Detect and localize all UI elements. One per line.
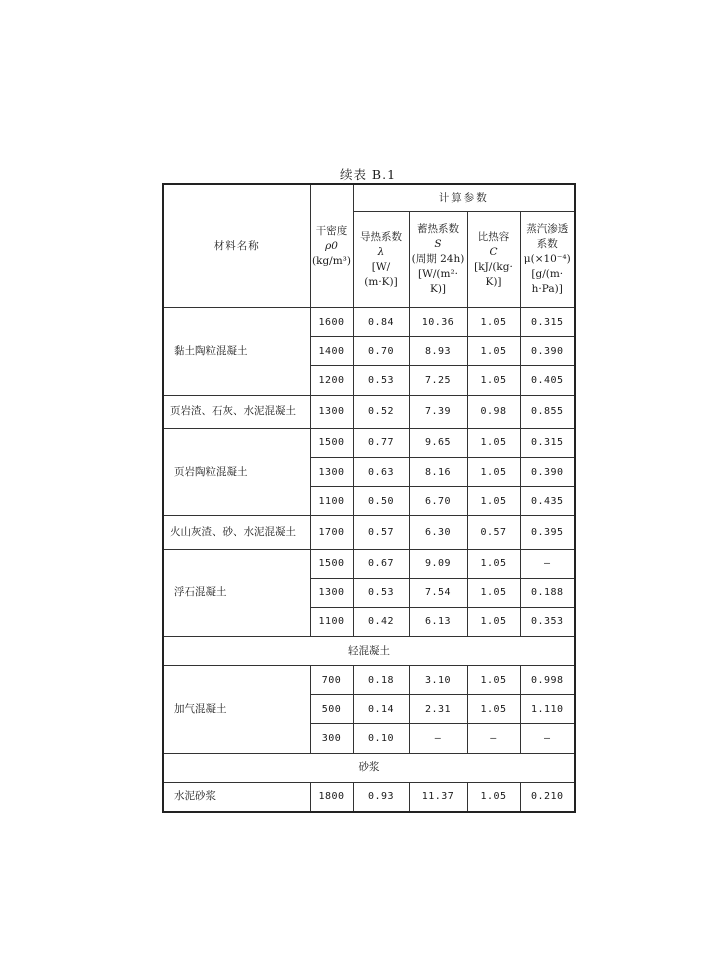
density-cell: 1800 [310,782,353,812]
density-cell: 1300 [310,578,353,607]
material-name-cell: 加气混凝土 [163,666,310,754]
specific-heat-cell: 1.05 [467,487,520,516]
specific-heat-cell: — [467,724,520,753]
header-density [310,184,353,308]
specific-heat-cell: 1.05 [467,428,520,457]
specific-heat-cell: 1.05 [467,366,520,395]
header-conductivity-line: 导热系数 [360,230,402,243]
heat-storage-cell: 7.25 [409,366,467,395]
vapor-permeability-cell: — [520,724,575,753]
density-cell: 1100 [310,607,353,636]
vapor-permeability-cell: 0.188 [520,578,575,607]
table-row [163,395,575,428]
material-name-cell: 黏土陶粒混凝土 [163,308,310,396]
header-vapor-line: h·Pa)] [531,283,563,295]
density-cell: 1300 [310,395,353,428]
material-name-cell: 浮石混凝土 [163,549,310,637]
table-caption: 续表 B.1 [339,167,397,182]
vapor-permeability-cell: 0.315 [520,308,575,337]
header-material-name: 材料名称 [163,184,310,308]
vapor-permeability-cell: 0.998 [520,666,575,695]
header-vapor-line: [g/(m· [531,268,564,280]
vapor-permeability-cell: 0.390 [520,337,575,366]
density-cell: 700 [310,666,353,695]
specific-heat-cell: 0.98 [467,395,520,428]
conductivity-cell: 0.57 [353,516,409,549]
conductivity-cell: 0.50 [353,487,409,516]
heat-storage-cell: 6.70 [409,487,467,516]
material-name-cell: 火山灰渣、砂、水泥混凝土 [163,516,310,549]
material-name-cell: 页岩陶粒混凝土 [163,428,310,516]
density-cell: 1500 [310,428,353,457]
conductivity-cell: 0.67 [353,549,409,578]
header-conductivity-line: [W/ [371,260,391,273]
conductivity-cell: 0.53 [353,366,409,395]
conductivity-cell: 0.53 [353,578,409,607]
density-cell: 1500 [310,549,353,578]
table-row [163,666,575,695]
vapor-permeability-cell: 0.315 [520,428,575,457]
heat-storage-cell: 2.31 [409,695,467,724]
conductivity-cell: 0.14 [353,695,409,724]
density-cell: 500 [310,695,353,724]
density-cell: 1200 [310,366,353,395]
conductivity-cell: 0.84 [353,308,409,337]
specific-heat-cell: 1.05 [467,607,520,636]
vapor-permeability-cell: 1.110 [520,695,575,724]
header-specific-heat [467,212,520,308]
heat-storage-cell: 3.10 [409,666,467,695]
header-specific-heat-line: C [489,245,498,258]
vapor-permeability-cell: 0.405 [520,366,575,395]
header-vapor-line: 系数 [536,238,558,250]
heat-storage-cell: 6.30 [409,516,467,549]
section-label: 砂浆 [163,753,575,782]
specific-heat-cell: 1.05 [467,308,520,337]
vapor-permeability-cell: 0.855 [520,395,575,428]
section-label: 轻混凝土 [163,637,575,666]
table-row [163,308,575,337]
header-specific-heat-line: K)] [485,275,502,288]
heat-storage-cell: 11.37 [409,782,467,812]
header-heat-storage-line: (周期 24h) [411,253,465,265]
heat-storage-cell: 9.65 [409,428,467,457]
header-conductivity [353,212,409,308]
heat-storage-cell: 7.54 [409,578,467,607]
header-vapor-line: 蒸汽渗透 [526,223,569,235]
header-heat-storage-line: K)] [429,283,447,295]
table-row [163,549,575,578]
specific-heat-cell: 1.05 [467,337,520,366]
table-row [163,782,575,812]
conductivity-cell: 0.18 [353,666,409,695]
header-heat-storage-line: S [434,238,442,250]
header-specific-heat-line: [kJ/(kg· [474,260,513,273]
density-cell: 300 [310,724,353,753]
density-cell: 1700 [310,516,353,549]
heat-storage-cell: 8.93 [409,337,467,366]
heat-storage-cell: 6.13 [409,607,467,636]
header-heat-storage-line: 蓄热系数 [417,223,459,235]
specific-heat-cell: 1.05 [467,695,520,724]
header-density-line: 干密度 [315,224,348,237]
header-conductivity-line: (m·K)] [364,275,398,288]
conductivity-cell: 0.52 [353,395,409,428]
specific-heat-cell: 1.05 [467,782,520,812]
conductivity-cell: 0.63 [353,457,409,486]
header-density-line: ρ0 [325,239,338,252]
specific-heat-cell: 0.57 [467,516,520,549]
conductivity-cell: 0.42 [353,607,409,636]
header-calc-params: 计算参数 [353,184,575,212]
heat-storage-cell: 9.09 [409,549,467,578]
table-body [163,308,575,812]
density-cell: 1400 [310,337,353,366]
heat-storage-cell: 8.16 [409,457,467,486]
conductivity-cell: 0.93 [353,782,409,812]
vapor-permeability-cell: 0.435 [520,487,575,516]
header-heat-storage [409,212,467,308]
header-vapor-line: μ(×10⁻⁴) [523,253,571,265]
table-row [163,428,575,457]
header-conductivity-line: λ [377,245,385,258]
vapor-permeability-cell: 0.395 [520,516,575,549]
material-properties-table [162,183,576,813]
density-cell: 1300 [310,457,353,486]
specific-heat-cell: 1.05 [467,549,520,578]
conductivity-cell: 0.70 [353,337,409,366]
header-specific-heat-line: 比热容 [477,230,510,243]
conductivity-cell: 0.10 [353,724,409,753]
specific-heat-cell: 1.05 [467,666,520,695]
density-cell: 1100 [310,487,353,516]
specific-heat-cell: 1.05 [467,457,520,486]
vapor-permeability-cell: 0.353 [520,607,575,636]
header-vapor-permeability [520,212,575,308]
heat-storage-cell: — [409,724,467,753]
density-cell: 1600 [310,308,353,337]
material-name-cell: 页岩渣、石灰、水泥混凝土 [163,395,310,428]
section-row [163,637,575,666]
heat-storage-cell: 7.39 [409,395,467,428]
vapor-permeability-cell: 0.210 [520,782,575,812]
section-row [163,753,575,782]
material-name-cell: 水泥砂浆 [163,782,310,812]
table-row [163,516,575,549]
heat-storage-cell: 10.36 [409,308,467,337]
header-heat-storage-line: [W/(m²· [417,268,459,280]
header-density-line: (kg/m³) [312,254,351,267]
vapor-permeability-cell: — [520,549,575,578]
vapor-permeability-cell: 0.390 [520,457,575,486]
specific-heat-cell: 1.05 [467,578,520,607]
conductivity-cell: 0.77 [353,428,409,457]
